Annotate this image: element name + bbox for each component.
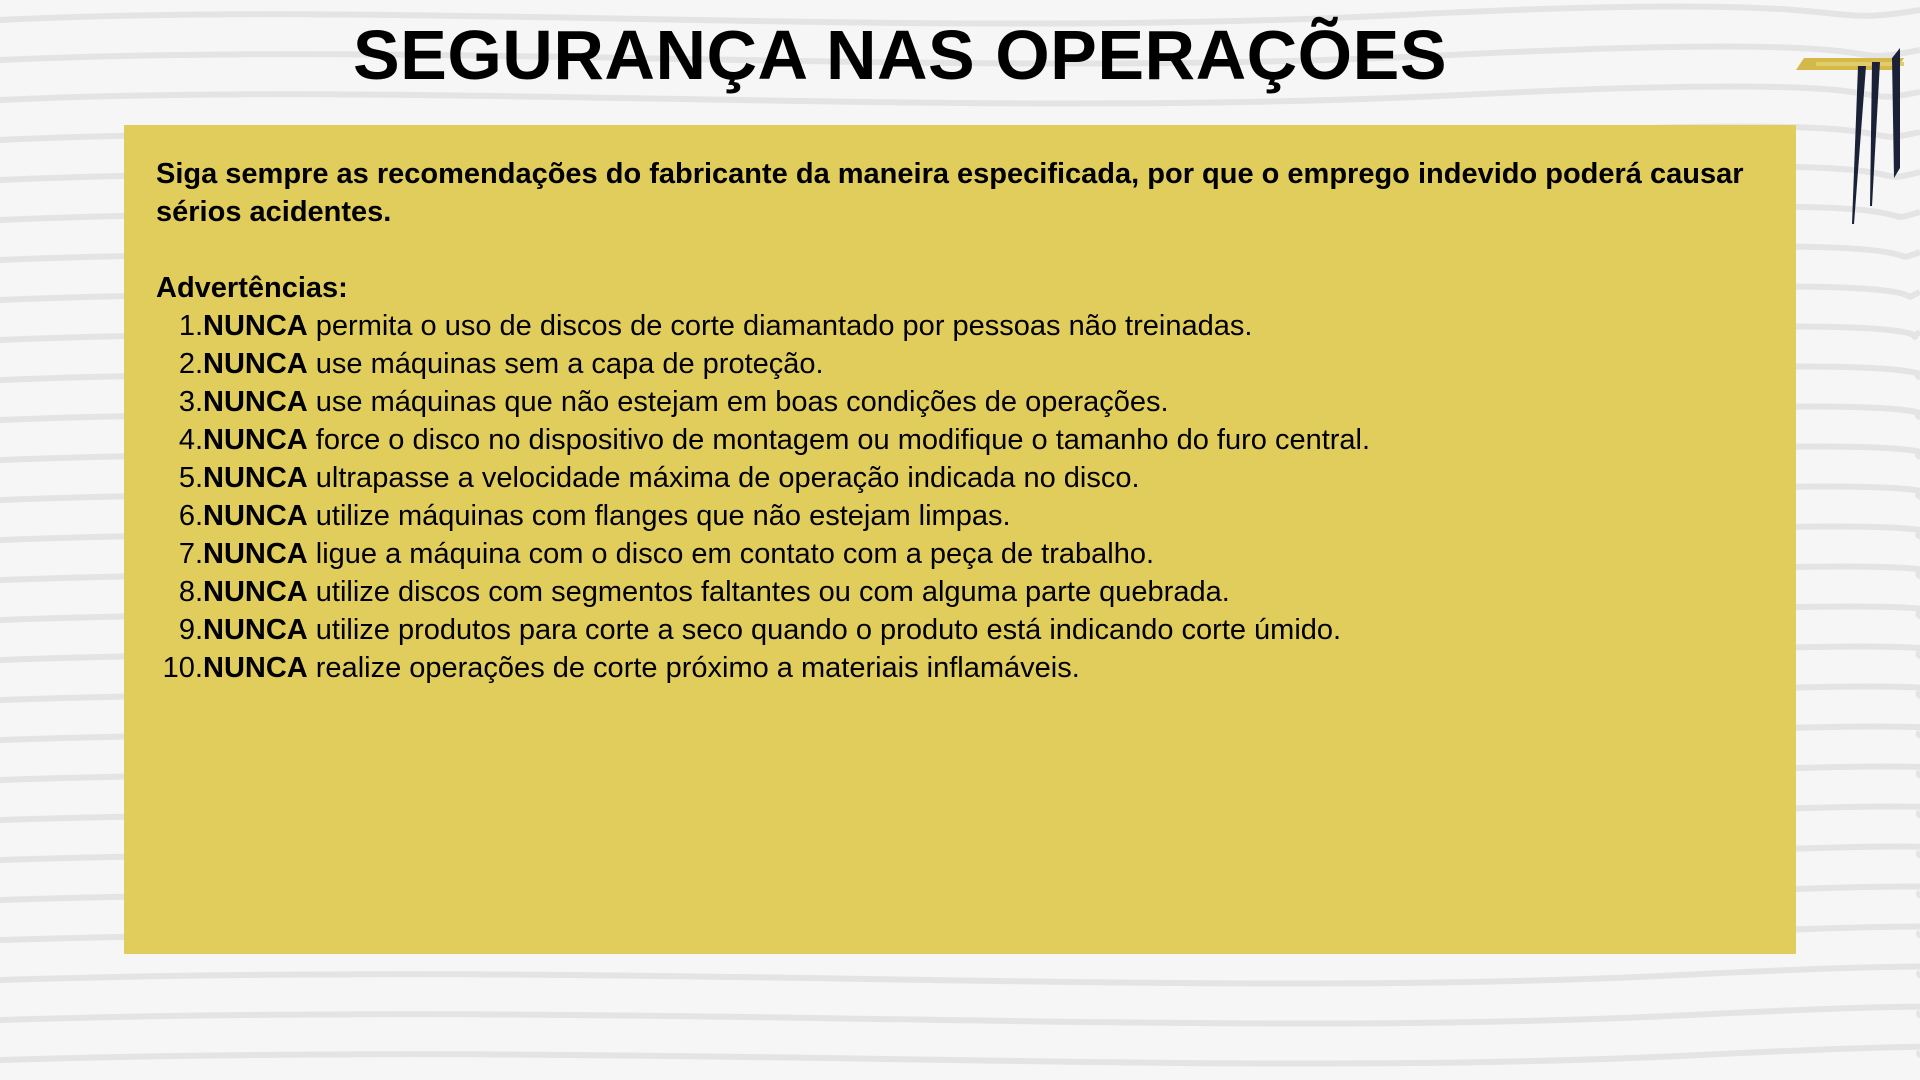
warning-text: force o disco no dispositivo de montagem ou modifique o tamanho do furo central. bbox=[307, 424, 1371, 456]
warning-item bbox=[156, 611, 1764, 649]
warning-text: realize operações de corte próximo a materiais inflamáveis. bbox=[307, 652, 1080, 684]
brand-logo-icon bbox=[1796, 38, 1906, 228]
warning-number: 9. bbox=[178, 614, 203, 646]
warning-item bbox=[156, 383, 1764, 421]
warning-item bbox=[156, 649, 1764, 687]
warning-text: use máquinas que não estejam em boas condições de operações. bbox=[307, 386, 1169, 418]
warning-text-wrapper bbox=[203, 649, 1080, 687]
warning-number: 10. bbox=[162, 652, 203, 684]
warning-text: ultrapasse a velocidade máxima de operação indicada no disco. bbox=[307, 462, 1140, 494]
warning-text-wrapper bbox=[203, 573, 1230, 611]
warning-number: 7. bbox=[178, 538, 203, 570]
warning-text: utilize máquinas com flanges que não estejam limpas. bbox=[307, 500, 1011, 532]
warning-text-wrapper bbox=[203, 535, 1154, 573]
warning-keyword: NUNCA bbox=[203, 310, 308, 342]
warning-number: 2. bbox=[178, 348, 203, 380]
warning-text: ligue a máquina com o disco em contato com a peça de trabalho. bbox=[307, 538, 1155, 570]
warning-keyword: NUNCA bbox=[203, 386, 308, 418]
warning-keyword: NUNCA bbox=[203, 462, 308, 494]
warning-keyword: NUNCA bbox=[203, 576, 308, 608]
warning-item bbox=[156, 345, 1764, 383]
warning-text-wrapper bbox=[203, 307, 1252, 345]
warning-text-wrapper bbox=[203, 459, 1140, 497]
warning-text-wrapper bbox=[203, 497, 1011, 535]
warning-text: utilize produtos para corte a seco quando o produto está indicando corte úmido. bbox=[307, 614, 1342, 646]
warning-number: 8. bbox=[178, 576, 203, 608]
warning-keyword: NUNCA bbox=[203, 348, 308, 380]
warning-text-wrapper bbox=[203, 421, 1370, 459]
warning-number: 4. bbox=[178, 424, 203, 456]
warning-item bbox=[156, 573, 1764, 611]
warning-keyword: NUNCA bbox=[203, 614, 308, 646]
warnings-list bbox=[156, 307, 1764, 687]
warning-item bbox=[156, 459, 1764, 497]
slide-title: SEGURANÇA NAS OPERAÇÕES bbox=[352, 16, 1448, 94]
warning-item bbox=[156, 535, 1764, 573]
warning-keyword: NUNCA bbox=[203, 500, 308, 532]
warning-keyword: NUNCA bbox=[203, 652, 308, 684]
warning-text-wrapper bbox=[203, 383, 1169, 421]
warning-text-wrapper bbox=[203, 345, 824, 383]
warning-number: 6. bbox=[178, 500, 203, 532]
warning-text: permita o uso de discos de corte diamantado por pessoas não treinadas. bbox=[307, 310, 1253, 342]
content-box bbox=[124, 125, 1796, 954]
warning-text: utilize discos com segmentos faltantes ou com alguma parte quebrada. bbox=[307, 576, 1230, 608]
warning-keyword: NUNCA bbox=[203, 538, 308, 570]
warning-keyword: NUNCA bbox=[203, 424, 308, 456]
warning-text: use máquinas sem a capa de proteção. bbox=[307, 348, 824, 380]
warning-item bbox=[156, 307, 1764, 345]
warning-item bbox=[156, 497, 1764, 535]
warning-text-wrapper bbox=[203, 611, 1341, 649]
warning-item bbox=[156, 421, 1764, 459]
warnings-heading: Advertências: bbox=[156, 272, 348, 304]
intro-text: Siga sempre as recomendações do fabricante da maneira especificada, por que o emprego indevido poderá causar sérios acidentes. bbox=[156, 158, 1744, 228]
warning-number: 1. bbox=[178, 310, 203, 342]
warning-number: 5. bbox=[178, 462, 203, 494]
warning-number: 3. bbox=[178, 386, 203, 418]
